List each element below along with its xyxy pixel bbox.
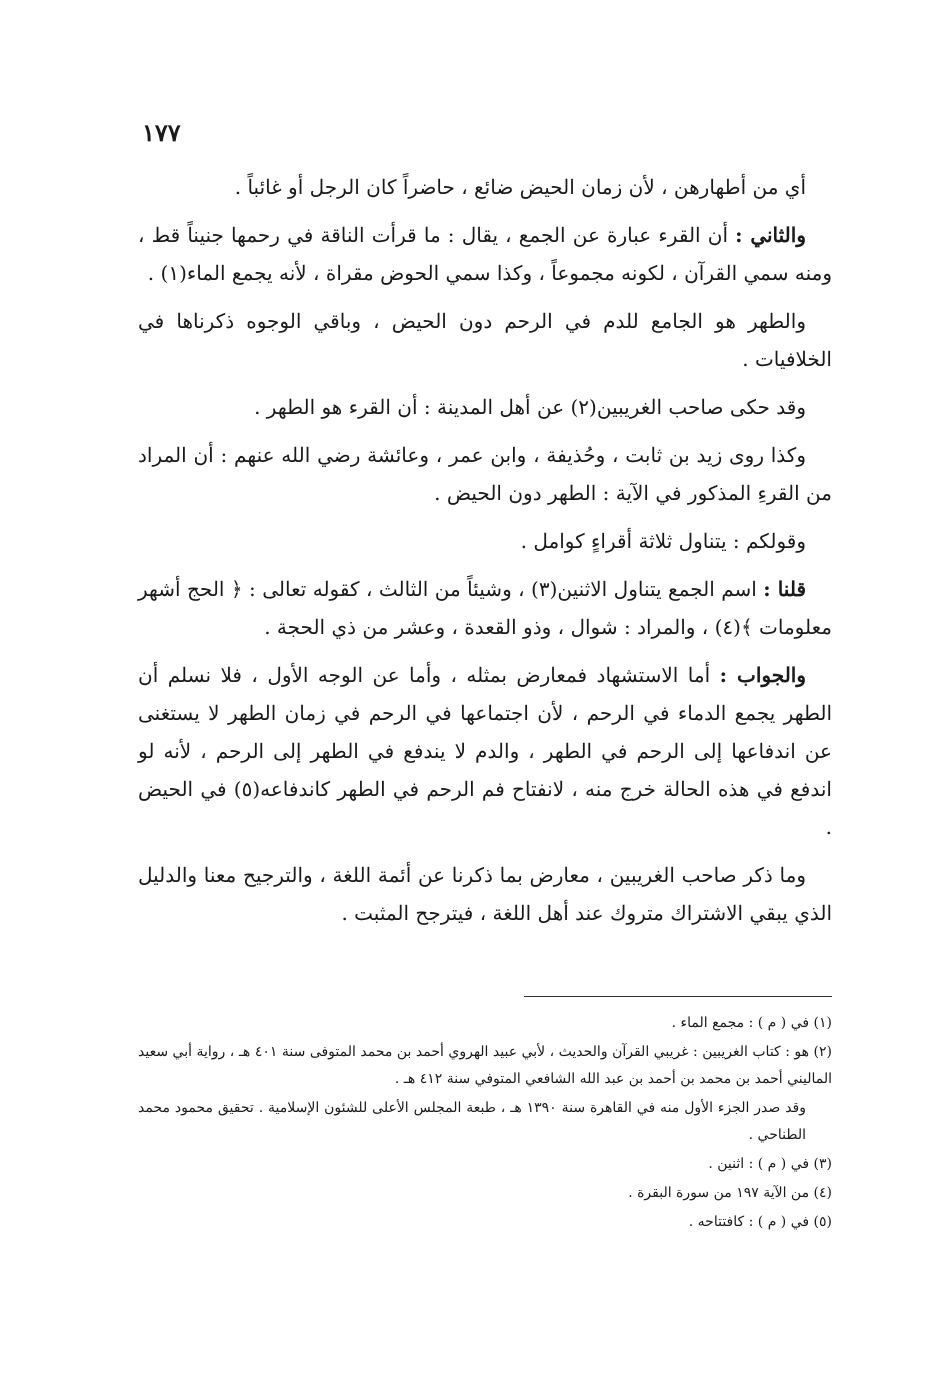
paragraph [138, 522, 832, 560]
paragraph-text: اسم الجمع يتناول الاثنين(٣) ، وشيئاً من الثالث ، كقوله تعالى : ﴿ الحج أشهر معلومات ﴾(٤) ، والمراد : شوال ، وذو القعدة ، وعشر من ذي الحجة . [138, 577, 832, 639]
paragraph-text: وقولكم : يتناول ثلاثة أقراءٍ كوامل . [520, 529, 806, 553]
footnotes [138, 1010, 832, 1238]
paragraph-text: وما ذكر صاحب الغريبين ، معارض بما ذكرنا عن أئمة اللغة ، والترجيح معنا والدليل الذي يبقي الاشتراك متروك عند أهل اللغة ، فيترجح المثبت . [138, 863, 832, 925]
footnote: (٥) في ( م ) : كافتتاحه . [688, 1214, 832, 1230]
footnote: (٣) في ( م ) : اثنين . [708, 1156, 832, 1172]
paragraph-text: أي من أطهارهن ، لأن زمان الحيض ضائع ، حاضراً كان الرجل أو غائباً . [234, 175, 806, 199]
footnote-divider [524, 996, 832, 997]
paragraph-lead: والجواب : [719, 663, 806, 687]
paragraph [138, 570, 832, 646]
footnote-continuation: وقد صدر الجزء الأول منه في القاهرة سنة ١٣٩٠ هـ ، طبعة المجلس الأعلى للشئون الإسلامية . تحقيق محمود محمد الطناحي . [138, 1100, 806, 1143]
paragraph-text: وقد حكى صاحب الغريبين(٢) عن أهل المدينة : أن القرء هو الطهر . [254, 395, 806, 419]
paragraph [138, 168, 832, 206]
paragraph-text: والطهر هو الجامع للدم في الرحم دون الحيض ، وباقي الوجوه ذكرناها في الخلافيات . [138, 309, 832, 371]
paragraph [138, 388, 832, 426]
paragraph-text: أما الاستشهاد فمعارض بمثله ، وأما عن الوجه الأول ، فلا نسلم أن الطهر يجمع الدماء في الرحم ، لأن اجتماعها في الرحم في زمان الطهر لا يستغنى عن اندفاعها إلى الرحم في الطهر ، والدم لا يندفع في الطهر إلى الرحم ، لأنه لو اندفع في هذه الحالة خرج منه ، لانفتاح فم الرحم في الطهر كاندفاعه(٥) في الحيض . [138, 663, 832, 839]
paragraph [138, 856, 832, 932]
paragraph [138, 302, 832, 378]
body-text [138, 168, 832, 942]
footnote: (٤) من الآية ١٩٧ من سورة البقرة . [628, 1185, 832, 1201]
paragraph-text: وكذا روى زيد بن ثابت ، وحُذيفة ، وابن عمر ، وعائشة رضي الله عنهم : أن المراد من القرءِ المذكور في الآية : الطهر دون الحيض . [138, 443, 832, 505]
paragraph-lead: والثاني : [735, 223, 806, 247]
paragraph [138, 216, 832, 292]
paragraph [138, 436, 832, 512]
footnote: (١) في ( م ) : مجمع الماء . [671, 1015, 832, 1031]
paragraph [138, 656, 832, 846]
paragraph-text: أن القرء عبارة عن الجمع ، يقال : ما قرأت الناقة في رحمها جنيناً قط ، ومنه سمي القرآن ، لكونه مجموعاً ، وكذا سمي الحوض مقراة ، لأنه يجمع الماء(١) . [138, 223, 832, 285]
paragraph-lead: قلنا : [763, 577, 807, 601]
footnote: (٢) هو : كتاب الغريبين : غريبي القرآن والحديث ، لأبي عبيد الهروي أحمد بن محمد المتوفى سنة ٤٠١ هـ ، رواية أبي سعيد الماليني أحمد بن محمد بن أحمد بن عبد الله الشافعي المتوفي سنة ٤١٢ هـ . [138, 1044, 832, 1087]
page-number: ١٧٧ [142, 118, 181, 147]
